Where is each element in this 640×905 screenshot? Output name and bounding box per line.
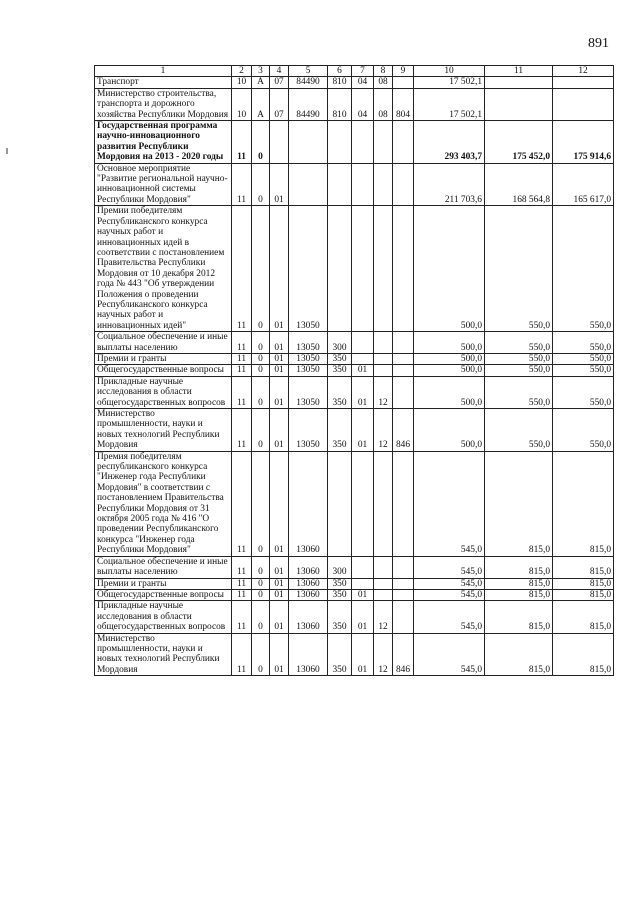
column-header-2: 2	[232, 66, 252, 77]
code-cell-c2: 10	[232, 88, 252, 120]
amount-cell-v10: 500,0	[414, 206, 485, 332]
code-cell-c4: 01	[270, 589, 289, 600]
code-cell-c9	[393, 121, 414, 164]
table-row	[95, 409, 614, 452]
amount-cell-v11: 550,0	[485, 376, 553, 408]
code-cell-c9	[393, 365, 414, 376]
amount-cell-v10: 545,0	[414, 633, 485, 676]
code-cell-c9	[393, 589, 414, 600]
table-row	[95, 88, 614, 120]
amount-cell-v11: 815,0	[485, 633, 553, 676]
table-row	[95, 365, 614, 376]
code-cell-c8	[374, 206, 393, 332]
amount-cell-v12: 550,0	[553, 353, 614, 364]
header-row	[95, 66, 614, 77]
code-cell-c9: 846	[393, 633, 414, 676]
code-cell-c4: 01	[270, 163, 289, 206]
code-cell-c7	[352, 121, 374, 164]
amount-cell-v10: 211 703,6	[414, 163, 485, 206]
code-cell-c4: 01	[270, 353, 289, 364]
code-cell-c8: 12	[374, 601, 393, 633]
code-cell-c3: 0	[252, 206, 270, 332]
page-number: 891	[588, 36, 609, 51]
code-cell-c9	[393, 451, 414, 556]
amount-cell-v12: 175 914,6	[553, 121, 614, 164]
table-row	[95, 633, 614, 676]
code-cell-c7: 01	[352, 409, 374, 452]
code-cell-c2: 11	[232, 121, 252, 164]
code-cell-c5	[289, 163, 328, 206]
code-cell-c6: 300	[328, 556, 352, 578]
table-row	[95, 376, 614, 408]
code-cell-c4: 01	[270, 601, 289, 633]
code-cell-c4	[270, 121, 289, 164]
amount-cell-v10: 500,0	[414, 353, 485, 364]
amount-cell-v12: 550,0	[553, 409, 614, 452]
amount-cell-v12	[553, 77, 614, 88]
code-cell-c4: 01	[270, 556, 289, 578]
row-name-cell: Премии победителям Республиканского конкурса научных работ и инновационных идей в соответствии с постановлением Правительства Республики Мордовия от 10 декабря 2012 года № 443 "Об утверждении Положения о проведении Республиканского конкурса научных работ и инновационных идей"	[95, 206, 232, 332]
amount-cell-v11: 168 564,8	[485, 163, 553, 206]
amount-cell-v10: 545,0	[414, 589, 485, 600]
code-cell-c7: 01	[352, 365, 374, 376]
amount-cell-v12: 815,0	[553, 601, 614, 633]
column-header-4: 4	[270, 66, 289, 77]
code-cell-c4: 01	[270, 451, 289, 556]
code-cell-c2: 11	[232, 376, 252, 408]
scan-margin-mark	[6, 148, 8, 154]
code-cell-c7: 01	[352, 376, 374, 408]
code-cell-c9	[393, 332, 414, 354]
row-name-cell: Министерство промышленности, науки и новых технологий Республики Мордовия	[95, 409, 232, 452]
code-cell-c7	[352, 163, 374, 206]
amount-cell-v12: 815,0	[553, 589, 614, 600]
code-cell-c3: 0	[252, 556, 270, 578]
code-cell-c2: 11	[232, 578, 252, 589]
column-header-5: 5	[289, 66, 328, 77]
row-name-cell: Транспорт	[95, 77, 232, 88]
amount-cell-v12: 550,0	[553, 332, 614, 354]
table-row	[95, 332, 614, 354]
code-cell-c2: 11	[232, 601, 252, 633]
amount-cell-v10: 500,0	[414, 409, 485, 452]
code-cell-c2: 11	[232, 163, 252, 206]
code-cell-c2: 11	[232, 365, 252, 376]
code-cell-c7: 01	[352, 589, 374, 600]
amount-cell-v12: 550,0	[553, 365, 614, 376]
code-cell-c9	[393, 77, 414, 88]
code-cell-c7	[352, 451, 374, 556]
code-cell-c2: 11	[232, 451, 252, 556]
table-row	[95, 206, 614, 332]
row-name-cell: Социальное обеспечение и иные выплаты населению	[95, 556, 232, 578]
code-cell-c7	[352, 353, 374, 364]
amount-cell-v10: 500,0	[414, 332, 485, 354]
column-header-9: 9	[393, 66, 414, 77]
column-header-11: 11	[485, 66, 553, 77]
code-cell-c3: 0	[252, 332, 270, 354]
amount-cell-v12: 550,0	[553, 376, 614, 408]
code-cell-c7: 04	[352, 88, 374, 120]
code-cell-c5: 13060	[289, 589, 328, 600]
code-cell-c8: 12	[374, 633, 393, 676]
column-header-3: 3	[252, 66, 270, 77]
amount-cell-v10: 17 502,1	[414, 77, 485, 88]
code-cell-c4: 07	[270, 88, 289, 120]
code-cell-c7	[352, 332, 374, 354]
row-name-cell: Прикладные научные исследования в области общегосударственных вопросов	[95, 376, 232, 408]
row-name-cell: Общегосударственные вопросы	[95, 365, 232, 376]
code-cell-c3: 0	[252, 121, 270, 164]
amount-cell-v11: 550,0	[485, 332, 553, 354]
amount-cell-v12: 815,0	[553, 451, 614, 556]
row-name-cell: Министерство промышленности, науки и новых технологий Республики Мордовия	[95, 633, 232, 676]
code-cell-c3: 0	[252, 451, 270, 556]
code-cell-c6	[328, 121, 352, 164]
table-row	[95, 77, 614, 88]
code-cell-c7	[352, 578, 374, 589]
code-cell-c6: 350	[328, 409, 352, 452]
code-cell-c8	[374, 578, 393, 589]
table-row	[95, 589, 614, 600]
code-cell-c3: А	[252, 77, 270, 88]
amount-cell-v10: 293 403,7	[414, 121, 485, 164]
column-header-1: 1	[95, 66, 232, 77]
code-cell-c8: 08	[374, 77, 393, 88]
code-cell-c5: 13060	[289, 451, 328, 556]
amount-cell-v12: 815,0	[553, 633, 614, 676]
code-cell-c6: 810	[328, 88, 352, 120]
code-cell-c8	[374, 451, 393, 556]
row-name-cell: Премия победителям республиканского конкурса "Инженер года Республики Мордовия" в соответствии с постановлением Правительства Республики Мордовия от 31 октября 2005 года № 416 "О проведении Республиканского конкурса "Инженер года Республики Мордовия"	[95, 451, 232, 556]
amount-cell-v11	[485, 88, 553, 120]
code-cell-c7: 01	[352, 633, 374, 676]
code-cell-c5: 13060	[289, 633, 328, 676]
table-row	[95, 556, 614, 578]
code-cell-c6	[328, 206, 352, 332]
row-name-cell: Прикладные научные исследования в области общегосударственных вопросов	[95, 601, 232, 633]
code-cell-c4: 01	[270, 206, 289, 332]
code-cell-c8	[374, 121, 393, 164]
amount-cell-v12: 165 617,0	[553, 163, 614, 206]
amount-cell-v11: 815,0	[485, 556, 553, 578]
code-cell-c8	[374, 556, 393, 578]
code-cell-c8: 08	[374, 88, 393, 120]
amount-cell-v12	[553, 88, 614, 120]
column-header-12: 12	[553, 66, 614, 77]
code-cell-c4: 01	[270, 633, 289, 676]
code-cell-c8	[374, 353, 393, 364]
code-cell-c6: 350	[328, 365, 352, 376]
code-cell-c8	[374, 163, 393, 206]
code-cell-c9	[393, 556, 414, 578]
column-header-10: 10	[414, 66, 485, 77]
amount-cell-v10: 545,0	[414, 451, 485, 556]
amount-cell-v11: 550,0	[485, 206, 553, 332]
code-cell-c9	[393, 376, 414, 408]
amount-cell-v11: 815,0	[485, 601, 553, 633]
code-cell-c9: 804	[393, 88, 414, 120]
row-name-cell: Общегосударственные вопросы	[95, 589, 232, 600]
code-cell-c6	[328, 163, 352, 206]
code-cell-c7	[352, 206, 374, 332]
amount-cell-v12: 550,0	[553, 206, 614, 332]
code-cell-c2: 11	[232, 206, 252, 332]
code-cell-c5: 13050	[289, 365, 328, 376]
code-cell-c3: 0	[252, 163, 270, 206]
code-cell-c5: 13060	[289, 601, 328, 633]
row-name-cell: Основное мероприятие "Развитие региональной научно-инновационной системы Республики Мордовия"	[95, 163, 232, 206]
code-cell-c8: 12	[374, 409, 393, 452]
code-cell-c3: 0	[252, 633, 270, 676]
code-cell-c5: 13050	[289, 376, 328, 408]
code-cell-c2: 10	[232, 77, 252, 88]
column-header-8: 8	[374, 66, 393, 77]
amount-cell-v11: 550,0	[485, 365, 553, 376]
code-cell-c4: 01	[270, 365, 289, 376]
code-cell-c9: 846	[393, 409, 414, 452]
code-cell-c6	[328, 451, 352, 556]
amount-cell-v12: 815,0	[553, 556, 614, 578]
code-cell-c4: 07	[270, 77, 289, 88]
row-name-cell: Государственная программа научно-инновационного развития Республики Мордовия на 2013 - 2020 годы	[95, 121, 232, 164]
code-cell-c3: 0	[252, 578, 270, 589]
code-cell-c5	[289, 121, 328, 164]
amount-cell-v10: 500,0	[414, 365, 485, 376]
amount-cell-v11: 550,0	[485, 409, 553, 452]
code-cell-c3: А	[252, 88, 270, 120]
column-header-7: 7	[352, 66, 374, 77]
code-cell-c5: 84490	[289, 77, 328, 88]
code-cell-c3: 0	[252, 353, 270, 364]
code-cell-c9	[393, 578, 414, 589]
code-cell-c6: 810	[328, 77, 352, 88]
table-row	[95, 578, 614, 589]
code-cell-c2: 11	[232, 589, 252, 600]
column-header-6: 6	[328, 66, 352, 77]
amount-cell-v10: 17 502,1	[414, 88, 485, 120]
code-cell-c2: 11	[232, 409, 252, 452]
amount-cell-v11: 815,0	[485, 451, 553, 556]
code-cell-c2: 11	[232, 332, 252, 354]
code-cell-c9	[393, 353, 414, 364]
amount-cell-v11: 175 452,0	[485, 121, 553, 164]
row-name-cell: Премии и гранты	[95, 578, 232, 589]
code-cell-c6: 300	[328, 332, 352, 354]
table-row	[95, 601, 614, 633]
amount-cell-v10: 500,0	[414, 376, 485, 408]
amount-cell-v10: 545,0	[414, 556, 485, 578]
code-cell-c9	[393, 163, 414, 206]
code-cell-c5: 13050	[289, 206, 328, 332]
code-cell-c9	[393, 206, 414, 332]
row-name-cell: Премии и гранты	[95, 353, 232, 364]
code-cell-c4: 01	[270, 376, 289, 408]
amount-cell-v11	[485, 77, 553, 88]
amount-cell-v12: 815,0	[553, 578, 614, 589]
amount-cell-v11: 815,0	[485, 589, 553, 600]
code-cell-c6: 350	[328, 578, 352, 589]
code-cell-c5: 13060	[289, 556, 328, 578]
code-cell-c6: 350	[328, 601, 352, 633]
code-cell-c8	[374, 589, 393, 600]
code-cell-c5: 13050	[289, 409, 328, 452]
code-cell-c2: 11	[232, 556, 252, 578]
code-cell-c8	[374, 332, 393, 354]
code-cell-c5: 13060	[289, 578, 328, 589]
table-row	[95, 451, 614, 556]
budget-table	[94, 65, 614, 676]
table-body	[95, 77, 614, 676]
row-name-cell: Социальное обеспечение и иные выплаты населению	[95, 332, 232, 354]
code-cell-c3: 0	[252, 589, 270, 600]
code-cell-c2: 11	[232, 633, 252, 676]
code-cell-c4: 01	[270, 578, 289, 589]
code-cell-c7: 01	[352, 601, 374, 633]
code-cell-c5: 84490	[289, 88, 328, 120]
code-cell-c6: 350	[328, 376, 352, 408]
code-cell-c5: 13050	[289, 353, 328, 364]
code-cell-c7	[352, 556, 374, 578]
amount-cell-v11: 550,0	[485, 353, 553, 364]
table-row	[95, 121, 614, 164]
code-cell-c4: 01	[270, 409, 289, 452]
code-cell-c8	[374, 365, 393, 376]
amount-cell-v10: 545,0	[414, 601, 485, 633]
code-cell-c2: 11	[232, 353, 252, 364]
table-row	[95, 163, 614, 206]
code-cell-c5: 13050	[289, 332, 328, 354]
code-cell-c3: 0	[252, 376, 270, 408]
row-name-cell: Министерство строительства, транспорта и дорожного хозяйства Республики Мордовия	[95, 88, 232, 120]
code-cell-c8: 12	[374, 376, 393, 408]
amount-cell-v10: 545,0	[414, 578, 485, 589]
code-cell-c6: 350	[328, 353, 352, 364]
code-cell-c7: 04	[352, 77, 374, 88]
amount-cell-v11: 815,0	[485, 578, 553, 589]
code-cell-c3: 0	[252, 409, 270, 452]
code-cell-c3: 0	[252, 601, 270, 633]
code-cell-c9	[393, 601, 414, 633]
code-cell-c4: 01	[270, 332, 289, 354]
code-cell-c6: 350	[328, 633, 352, 676]
code-cell-c3: 0	[252, 365, 270, 376]
code-cell-c6: 350	[328, 589, 352, 600]
table-row	[95, 353, 614, 364]
